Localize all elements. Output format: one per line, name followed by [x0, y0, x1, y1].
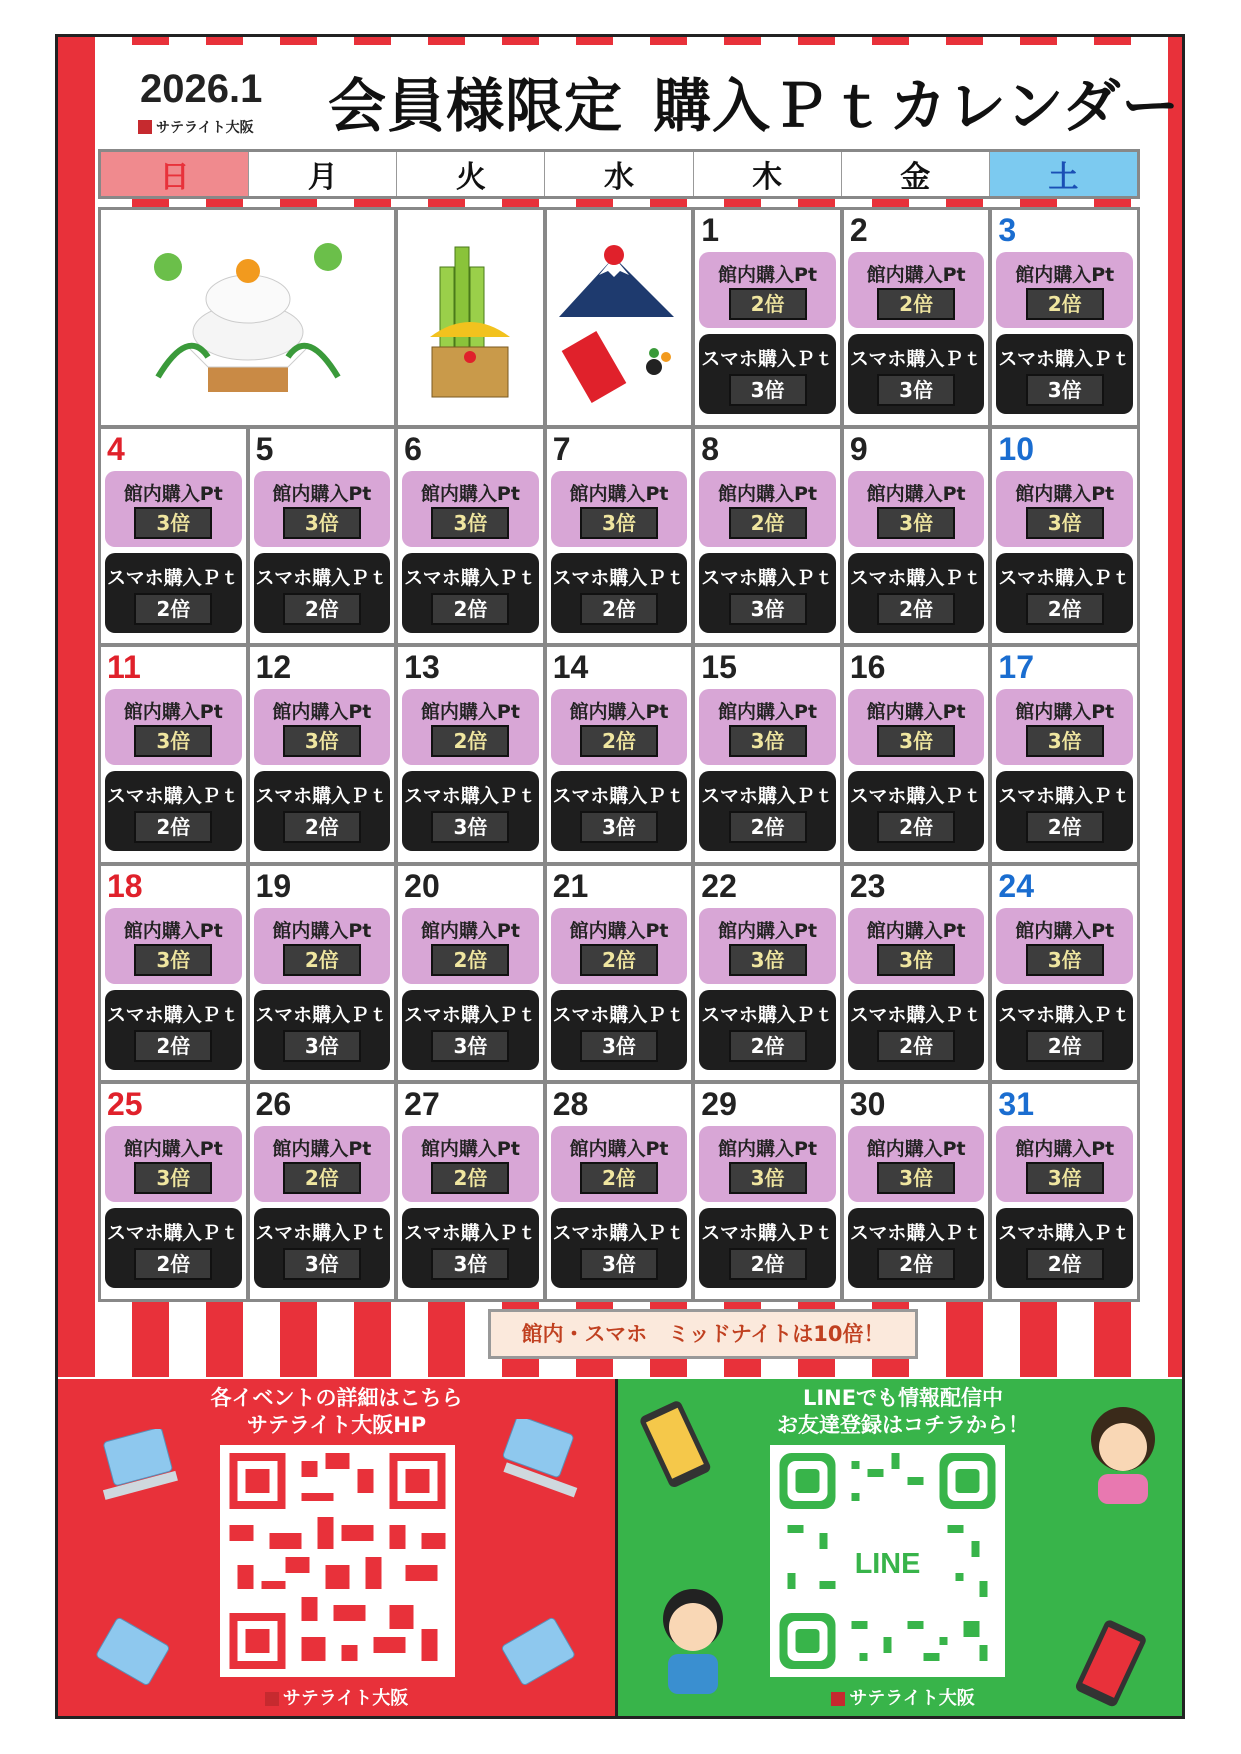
- in-store-points-badge: [699, 1126, 836, 1202]
- homepage-brand-text: サテライト大阪: [282, 1688, 409, 1709]
- in-store-multiplier: 2倍: [431, 1162, 509, 1194]
- day-cell: [547, 866, 692, 1081]
- day-number: 19: [255, 867, 292, 904]
- in-store-points-badge: [551, 908, 688, 984]
- day-cell: [844, 866, 989, 1081]
- weekday-fri: 金: [842, 152, 990, 196]
- homepage-line2: サテライト大阪HP: [246, 1413, 427, 1437]
- in-store-points-label: 館内購入Pt: [1015, 264, 1115, 286]
- day-number: 27: [404, 1086, 440, 1123]
- in-store-points-badge: [254, 908, 391, 984]
- day-number: 6: [404, 430, 422, 467]
- in-store-points-badge: [105, 1126, 242, 1202]
- line-logo-text: LINE: [854, 1548, 921, 1580]
- smartphone-points-badge: [848, 553, 985, 633]
- in-store-multiplier: 3倍: [1026, 1162, 1104, 1194]
- in-store-points-label: 館内購入Pt: [1015, 1138, 1115, 1161]
- cube-icon: [138, 120, 152, 134]
- day-number: 5: [255, 430, 274, 467]
- day-number: 25: [107, 1086, 143, 1123]
- day-cell: [250, 1084, 395, 1299]
- smartphone-points-label: スマホ購入Ｐｔ: [106, 566, 240, 589]
- in-store-points-label: 館内購入Pt: [420, 1138, 520, 1161]
- in-store-points-label: 館内購入Pt: [718, 264, 818, 286]
- smartphone-multiplier: 3倍: [283, 1248, 361, 1280]
- smartphone-points-badge: [402, 1208, 539, 1288]
- day-number: 31: [998, 1086, 1035, 1123]
- smartphone-points-label: スマホ購入Ｐｔ: [701, 1222, 834, 1245]
- in-store-points-label: 館内購入Pt: [1015, 482, 1115, 505]
- in-store-points-label: 館内購入Pt: [718, 919, 818, 942]
- smartphone-points-badge: [699, 553, 836, 633]
- smartphone-points-badge: [254, 771, 391, 851]
- smartphone-multiplier: 2倍: [1026, 811, 1104, 843]
- smartphone-points-badge: [551, 990, 688, 1070]
- smartphone-points-badge: [551, 1208, 688, 1288]
- smartphone-multiplier: 2倍: [1026, 1248, 1104, 1280]
- in-store-points-label: 館内購入Pt: [569, 1138, 669, 1161]
- smartphone-multiplier: 2倍: [283, 593, 361, 625]
- smartphone-multiplier: 3倍: [431, 811, 509, 843]
- in-store-points-badge: [105, 689, 242, 765]
- smartphone-points-badge: [551, 771, 688, 851]
- smartphone-points-label: スマホ購入Ｐｔ: [404, 1003, 537, 1026]
- line-brand-text: サテライト大阪: [849, 1688, 975, 1709]
- day-cell: [992, 210, 1137, 425]
- day-number: 29: [701, 1086, 737, 1123]
- day-number: 20: [404, 867, 440, 904]
- day-number: 23: [849, 867, 886, 904]
- day-cell: [992, 1084, 1137, 1299]
- day-cell: [101, 1084, 246, 1299]
- in-store-multiplier: 3倍: [134, 725, 212, 757]
- smartphone-points-label: スマホ購入Ｐｔ: [701, 348, 834, 370]
- smartphone-points-label: スマホ購入Ｐｔ: [849, 348, 983, 370]
- smartphone-points-badge: [848, 334, 985, 414]
- in-store-multiplier: 3倍: [134, 944, 212, 976]
- homepage-qr-code[interactable]: [220, 1445, 455, 1677]
- day-number: 18: [107, 867, 143, 904]
- in-store-multiplier: 3倍: [431, 507, 509, 539]
- in-store-multiplier: 2倍: [431, 725, 509, 757]
- smartphone-multiplier: 2倍: [877, 593, 955, 625]
- brand-logo-small: [138, 117, 254, 137]
- in-store-points-label: 館内購入Pt: [123, 701, 223, 724]
- day-cell: [695, 1084, 840, 1299]
- smartphone-multiplier: 3倍: [431, 1030, 509, 1062]
- smartphone-points-label: スマホ購入Ｐｔ: [404, 566, 537, 589]
- smartphone-multiplier: 2倍: [580, 593, 658, 625]
- day-number: 21: [552, 867, 589, 904]
- day-number: 12: [255, 649, 292, 686]
- smartphone-points-label: スマホ購入Ｐｔ: [255, 1222, 389, 1245]
- in-store-points-label: 館内購入Pt: [569, 482, 669, 505]
- in-store-points-badge: [699, 252, 836, 328]
- in-store-multiplier: 3倍: [1026, 507, 1104, 539]
- smartphone-multiplier: 3倍: [580, 811, 658, 843]
- title-main: 会員様限定: [328, 72, 624, 140]
- day-number: 17: [998, 649, 1035, 686]
- smartphone-points-label: スマホ購入Ｐｔ: [404, 1222, 537, 1245]
- day-cell: [101, 866, 246, 1081]
- smartphone-points-label: スマホ購入Ｐｔ: [255, 566, 389, 589]
- in-store-points-badge: [105, 908, 242, 984]
- in-store-points-label: 館内購入Pt: [866, 482, 966, 505]
- in-store-points-label: 館内購入Pt: [272, 701, 372, 724]
- smartphone-multiplier: 3倍: [431, 1248, 509, 1280]
- in-store-multiplier: 3倍: [134, 1162, 212, 1194]
- smartphone-multiplier: 2倍: [729, 811, 807, 843]
- smartphone-points-label: スマホ購入Ｐｔ: [106, 785, 240, 808]
- in-store-points-label: 館内購入Pt: [866, 1138, 966, 1161]
- in-store-multiplier: 2倍: [877, 288, 955, 320]
- in-store-points-label: 館内購入Pt: [123, 1138, 223, 1161]
- day-number: 26: [255, 1086, 292, 1123]
- cube-icon: [831, 1692, 845, 1706]
- smartphone-points-label: スマホ購入Ｐｔ: [552, 1222, 686, 1245]
- smartphone-multiplier: 2倍: [134, 593, 212, 625]
- smartphone-points-label: スマホ購入Ｐｔ: [998, 1222, 1132, 1245]
- in-store-multiplier: 3倍: [877, 944, 955, 976]
- day-cell: [547, 1084, 692, 1299]
- smartphone-points-badge: [699, 1208, 836, 1288]
- smartphone-points-label: スマホ購入Ｐｔ: [998, 1003, 1132, 1026]
- day-number: 24: [998, 867, 1035, 904]
- in-store-points-badge: [699, 908, 836, 984]
- in-store-multiplier: 3倍: [1026, 725, 1104, 757]
- day-number: 28: [552, 1086, 589, 1123]
- smartphone-points-badge: [699, 990, 836, 1070]
- line-line1: LINEでも情報配信中: [802, 1386, 1004, 1410]
- smartphone-multiplier: 2倍: [877, 1030, 955, 1062]
- smartphone-points-label: スマホ購入Ｐｔ: [255, 785, 389, 808]
- in-store-points-badge: [254, 471, 391, 547]
- kadomatsu-icon: [410, 227, 530, 407]
- midnight-note: 館内・スマホ ミッドナイトは10倍！: [488, 1309, 918, 1359]
- in-store-points-badge: [254, 689, 391, 765]
- smartphone-points-label: スマホ購入Ｐｔ: [998, 566, 1132, 589]
- smartphone-points-badge: [996, 1208, 1133, 1288]
- day-cell: [250, 866, 395, 1081]
- day-number: 7: [552, 430, 571, 467]
- weekday-sat: 土: [990, 152, 1137, 196]
- smartphone-points-label: スマホ購入Ｐｔ: [701, 785, 834, 808]
- in-store-points-label: 館内購入Pt: [866, 919, 966, 942]
- in-store-points-badge: [848, 908, 985, 984]
- smartphone-points-badge: [848, 1208, 985, 1288]
- in-store-points-label: 館内購入Pt: [866, 264, 966, 286]
- line-panel: [618, 1379, 1185, 1719]
- day-cell: [398, 429, 543, 644]
- smartphone-icon: [638, 1399, 718, 1489]
- cube-icon: [265, 1692, 279, 1706]
- day-number: 13: [404, 649, 440, 686]
- smartphone-points-label: スマホ購入Ｐｔ: [106, 1003, 240, 1026]
- kagami-mochi-illustration: [101, 210, 394, 425]
- day-cell: [844, 429, 989, 644]
- smartphone-multiplier: 3倍: [877, 374, 955, 406]
- calendar-grid: [98, 207, 1140, 1302]
- smartphone-points-badge: [105, 1208, 242, 1288]
- homepage-brand: [58, 1684, 615, 1710]
- in-store-points-badge: [551, 471, 688, 547]
- smartphone-points-label: スマホ購入Ｐｔ: [106, 1222, 240, 1245]
- smartphone-points-label: スマホ購入Ｐｔ: [849, 785, 983, 808]
- line-qr-code[interactable]: [770, 1445, 1005, 1677]
- smartphone-points-label: スマホ購入Ｐｔ: [404, 785, 537, 808]
- smartphone-points-badge: [996, 334, 1133, 414]
- day-number: 30: [849, 1086, 886, 1123]
- smartphone-multiplier: 3倍: [729, 374, 807, 406]
- in-store-multiplier: 3倍: [283, 507, 361, 539]
- in-store-points-badge: [402, 908, 539, 984]
- smartphone-multiplier: 2倍: [134, 811, 212, 843]
- in-store-points-badge: [996, 689, 1133, 765]
- day-cell: [398, 866, 543, 1081]
- smartphone-points-label: スマホ購入Ｐｔ: [255, 1003, 389, 1026]
- in-store-points-badge: [848, 252, 985, 328]
- day-cell: [992, 866, 1137, 1081]
- day-cell: [101, 647, 246, 862]
- in-store-points-label: 館内購入Pt: [123, 482, 223, 505]
- smartphone-points-badge: [699, 334, 836, 414]
- page-title: [328, 59, 1180, 143]
- in-store-multiplier: 2倍: [580, 944, 658, 976]
- smartphone-multiplier: 2倍: [134, 1248, 212, 1280]
- smartphone-points-label: スマホ購入Ｐｔ: [998, 348, 1132, 370]
- day-cell: [547, 429, 692, 644]
- smartphone-points-label: スマホ購入Ｐｔ: [998, 785, 1132, 808]
- smartphone-points-label: スマホ購入Ｐｔ: [701, 566, 834, 589]
- in-store-multiplier: 2倍: [729, 288, 807, 320]
- in-store-points-badge: [996, 471, 1133, 547]
- brand-text: サテライト大阪: [156, 120, 254, 136]
- smartphone-multiplier: 2倍: [283, 811, 361, 843]
- smartphone-multiplier: 3倍: [283, 1030, 361, 1062]
- fuji-hagoita-illustration: [547, 210, 692, 425]
- weekday-sun: 日: [101, 152, 249, 196]
- in-store-points-badge: [699, 471, 836, 547]
- in-store-points-label: 館内購入Pt: [718, 701, 818, 724]
- day-number: 3: [998, 212, 1017, 248]
- in-store-points-label: 館内購入Pt: [1015, 701, 1115, 724]
- smartphone-points-label: スマホ購入Ｐｔ: [849, 566, 983, 589]
- in-store-points-label: 館内購入Pt: [1015, 919, 1115, 942]
- qr-code-icon: [220, 1445, 455, 1677]
- weekday-wed: 水: [545, 152, 693, 196]
- in-store-multiplier: 2倍: [580, 725, 658, 757]
- day-cell: [695, 647, 840, 862]
- day-number: 2: [849, 212, 868, 248]
- smartphone-points-badge: [848, 771, 985, 851]
- smartphone-multiplier: 2倍: [877, 811, 955, 843]
- homepage-panel: [58, 1379, 618, 1719]
- smartphone-points-badge: [254, 1208, 391, 1288]
- in-store-points-label: 館内購入Pt: [420, 701, 520, 724]
- in-store-points-badge: [848, 689, 985, 765]
- smartphone-multiplier: 2倍: [877, 1248, 955, 1280]
- in-store-multiplier: 3倍: [877, 1162, 955, 1194]
- day-cell: [844, 647, 989, 862]
- smartphone-multiplier: 2倍: [134, 1030, 212, 1062]
- smartphone-points-label: スマホ購入Ｐｔ: [849, 1003, 983, 1026]
- in-store-multiplier: 3倍: [877, 507, 955, 539]
- smartphone-multiplier: 2倍: [729, 1030, 807, 1062]
- kadomatsu-illustration: [398, 210, 543, 425]
- in-store-points-badge: [254, 1126, 391, 1202]
- in-store-points-badge: [699, 689, 836, 765]
- day-number: 9: [849, 430, 868, 467]
- day-number: 4: [107, 430, 125, 467]
- smartphone-points-label: スマホ購入Ｐｔ: [552, 566, 686, 589]
- in-store-points-label: 館内購入Pt: [272, 1138, 372, 1161]
- day-cell: [250, 647, 395, 862]
- day-number: 22: [701, 867, 737, 904]
- day-cell: [992, 429, 1137, 644]
- in-store-multiplier: 2倍: [283, 944, 361, 976]
- smartphone-multiplier: 2倍: [431, 593, 509, 625]
- smartphone-points-label: スマホ購入Ｐｔ: [552, 1003, 686, 1026]
- in-store-points-label: 館内購入Pt: [569, 919, 669, 942]
- smartphone-multiplier: 3倍: [580, 1030, 658, 1062]
- in-store-multiplier: 3倍: [729, 725, 807, 757]
- day-number: 11: [107, 649, 141, 686]
- day-cell: [398, 1084, 543, 1299]
- in-store-multiplier: 2倍: [580, 1162, 658, 1194]
- smartphone-points-badge: [848, 990, 985, 1070]
- weekday-thu: 木: [694, 152, 842, 196]
- in-store-points-badge: [848, 471, 985, 547]
- in-store-multiplier: 3倍: [729, 1162, 807, 1194]
- year-month: 2026.1: [140, 67, 263, 111]
- in-store-points-badge: [996, 1126, 1133, 1202]
- smartphone-points-badge: [402, 553, 539, 633]
- in-store-multiplier: 3倍: [580, 507, 658, 539]
- day-cell: [398, 647, 543, 862]
- day-number: 1: [701, 212, 720, 248]
- in-store-points-label: 館内購入Pt: [569, 701, 669, 724]
- in-store-points-badge: [848, 1126, 985, 1202]
- day-cell: [695, 429, 840, 644]
- line-line2: お友達登録はコチラから！: [777, 1413, 1029, 1437]
- smartphone-points-badge: [105, 990, 242, 1070]
- day-cell: [101, 429, 246, 644]
- smartphone-points-badge: [402, 990, 539, 1070]
- in-store-points-label: 館内購入Pt: [272, 919, 372, 942]
- smartphone-points-badge: [699, 771, 836, 851]
- in-store-multiplier: 3倍: [877, 725, 955, 757]
- smartphone-points-badge: [996, 990, 1133, 1070]
- smartphone-points-badge: [402, 771, 539, 851]
- laptop-icon: [98, 1429, 188, 1509]
- day-cell: [250, 429, 395, 644]
- day-cell: [547, 647, 692, 862]
- in-store-points-badge: [551, 689, 688, 765]
- in-store-points-label: 館内購入Pt: [866, 701, 966, 724]
- smartphone-points-badge: [996, 771, 1133, 851]
- in-store-multiplier: 3倍: [283, 725, 361, 757]
- in-store-points-label: 館内購入Pt: [272, 482, 372, 505]
- homepage-line1: 各イベントの詳細はこちら: [210, 1386, 463, 1410]
- in-store-points-label: 館内購入Pt: [420, 482, 520, 505]
- day-cell: [844, 210, 989, 425]
- poster-frame: [55, 34, 1185, 1719]
- day-cell: [695, 210, 840, 425]
- in-store-points-label: 館内購入Pt: [123, 919, 223, 942]
- in-store-multiplier: 2倍: [431, 944, 509, 976]
- weekday-mon: 月: [249, 152, 397, 196]
- in-store-points-badge: [402, 471, 539, 547]
- in-store-points-badge: [551, 1126, 688, 1202]
- smartphone-points-badge: [996, 553, 1133, 633]
- line-qr-code-icon: [770, 1445, 1005, 1677]
- smartphone-points-badge: [254, 553, 391, 633]
- smartphone-points-label: スマホ購入Ｐｔ: [849, 1222, 983, 1245]
- weekday-header: [98, 149, 1140, 199]
- in-store-points-label: 館内購入Pt: [718, 1138, 818, 1161]
- in-store-points-label: 館内購入Pt: [718, 482, 818, 505]
- in-store-points-badge: [996, 252, 1133, 328]
- line-brand: [618, 1684, 1185, 1710]
- smartphone-points-badge: [551, 553, 688, 633]
- person-with-phone-icon: [638, 1579, 748, 1699]
- laptop-icon: [488, 1419, 588, 1509]
- in-store-points-badge: [996, 908, 1133, 984]
- in-store-points-badge: [402, 689, 539, 765]
- smartphone-multiplier: 3倍: [729, 593, 807, 625]
- smartphone-points-badge: [254, 990, 391, 1070]
- smartphone-multiplier: 3倍: [1026, 374, 1104, 406]
- day-number: 14: [552, 649, 589, 686]
- day-number: 10: [998, 430, 1035, 467]
- smartphone-points-badge: [105, 771, 242, 851]
- person-with-phone-icon: [1068, 1399, 1178, 1509]
- in-store-points-badge: [105, 471, 242, 547]
- in-store-points-label: 館内購入Pt: [420, 919, 520, 942]
- in-store-multiplier: 2倍: [283, 1162, 361, 1194]
- smartphone-multiplier: 2倍: [1026, 1030, 1104, 1062]
- day-number: 8: [701, 430, 720, 467]
- day-number: 16: [849, 649, 886, 686]
- day-cell: [844, 1084, 989, 1299]
- in-store-multiplier: 3倍: [134, 507, 212, 539]
- in-store-multiplier: 2倍: [729, 507, 807, 539]
- smartphone-points-label: スマホ購入Ｐｔ: [701, 1003, 834, 1026]
- smartphone-points-badge: [105, 553, 242, 633]
- smartphone-points-label: スマホ購入Ｐｔ: [552, 785, 686, 808]
- day-cell: [992, 647, 1137, 862]
- day-number: 15: [701, 649, 737, 686]
- smartphone-multiplier: 2倍: [729, 1248, 807, 1280]
- in-store-multiplier: 2倍: [1026, 288, 1104, 320]
- weekday-tue: 火: [397, 152, 545, 196]
- kagami-mochi-icon: [128, 227, 368, 407]
- mount-fuji-icon: [554, 227, 684, 407]
- title-sub: 購入Ｐｔカレンダー: [653, 72, 1181, 140]
- day-cell: [695, 866, 840, 1081]
- in-store-points-badge: [402, 1126, 539, 1202]
- smartphone-multiplier: 2倍: [1026, 593, 1104, 625]
- smartphone-multiplier: 3倍: [580, 1248, 658, 1280]
- in-store-multiplier: 3倍: [1026, 944, 1104, 976]
- in-store-multiplier: 3倍: [729, 944, 807, 976]
